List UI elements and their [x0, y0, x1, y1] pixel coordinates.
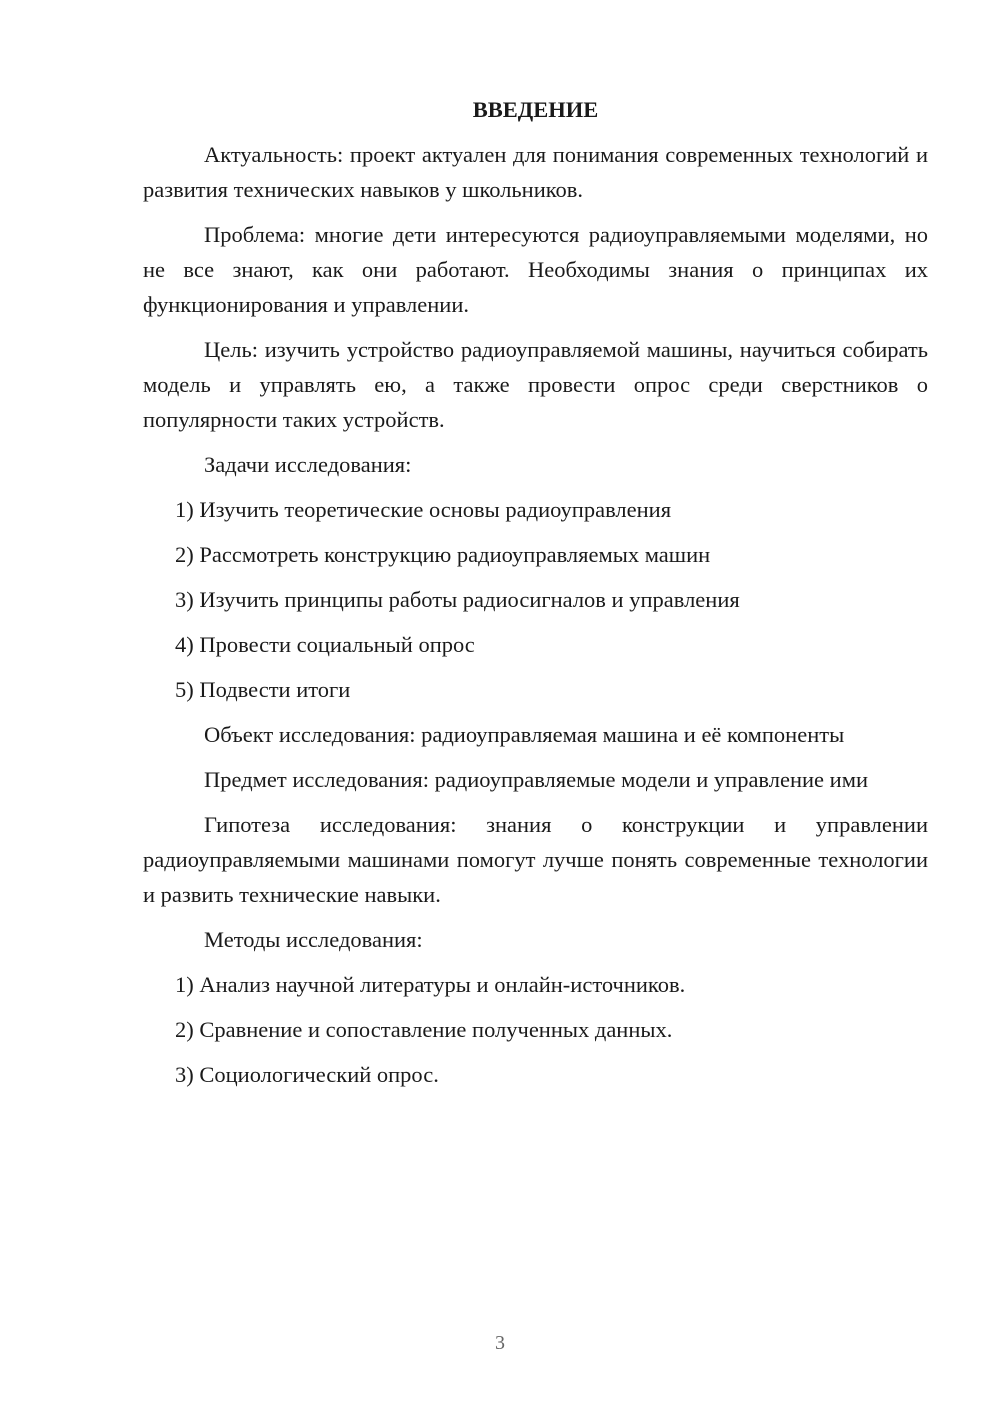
tasks-heading: Задачи исследования:: [204, 452, 412, 477]
task-item-2: 2) Рассмотреть конструкцию радиоуправляемых машин: [175, 542, 711, 567]
subject-paragraph: Предмет исследования: радиоуправляемые модели и управление ими: [204, 767, 868, 792]
methods-heading: Методы исследования:: [204, 927, 423, 952]
method-item-2: 2) Сравнение и сопоставление полученных данных.: [175, 1017, 673, 1042]
task-item-3: 3) Изучить принципы работы радиосигналов и управления: [175, 587, 740, 612]
task-item-4: 4) Провести социальный опрос: [175, 632, 475, 657]
hypothesis-paragraph: Гипотеза исследования: знания о конструкции и управлении радиоуправляемыми машинами помогут лучше понять современные технологии и развить технические навыки.: [143, 812, 928, 907]
page-title: ВВЕДЕНИЕ: [472, 97, 599, 122]
document-body: [143, 92, 928, 1102]
page-number: 3: [495, 1332, 505, 1354]
task-item-5: 5) Подвести итоги: [175, 677, 351, 702]
object-paragraph: Объект исследования: радиоуправляемая машина и её компоненты: [204, 722, 845, 747]
goal-paragraph: Цель: изучить устройство радиоуправляемой машины, научиться собирать модель и управлять ею, а также провести опрос среди сверстников о популярности таких устройств.: [143, 337, 928, 432]
method-item-3: 3) Социологический опрос.: [175, 1062, 439, 1087]
task-item-1: 1) Изучить теоретические основы радиоуправления: [175, 497, 672, 522]
methods-list: [143, 967, 928, 1092]
relevance-paragraph: Актуальность: проект актуален для понимания современных технологий и развития технических навыков у школьников.: [143, 142, 928, 202]
problem-paragraph: Проблема: многие дети интересуются радиоуправляемыми моделями, но не все знают, как они работают. Необходимы знания о принципах их функционирования и управлении.: [143, 222, 928, 317]
method-item-1: 1) Анализ научной литературы и онлайн-источников.: [175, 972, 686, 997]
tasks-list: [143, 492, 928, 707]
